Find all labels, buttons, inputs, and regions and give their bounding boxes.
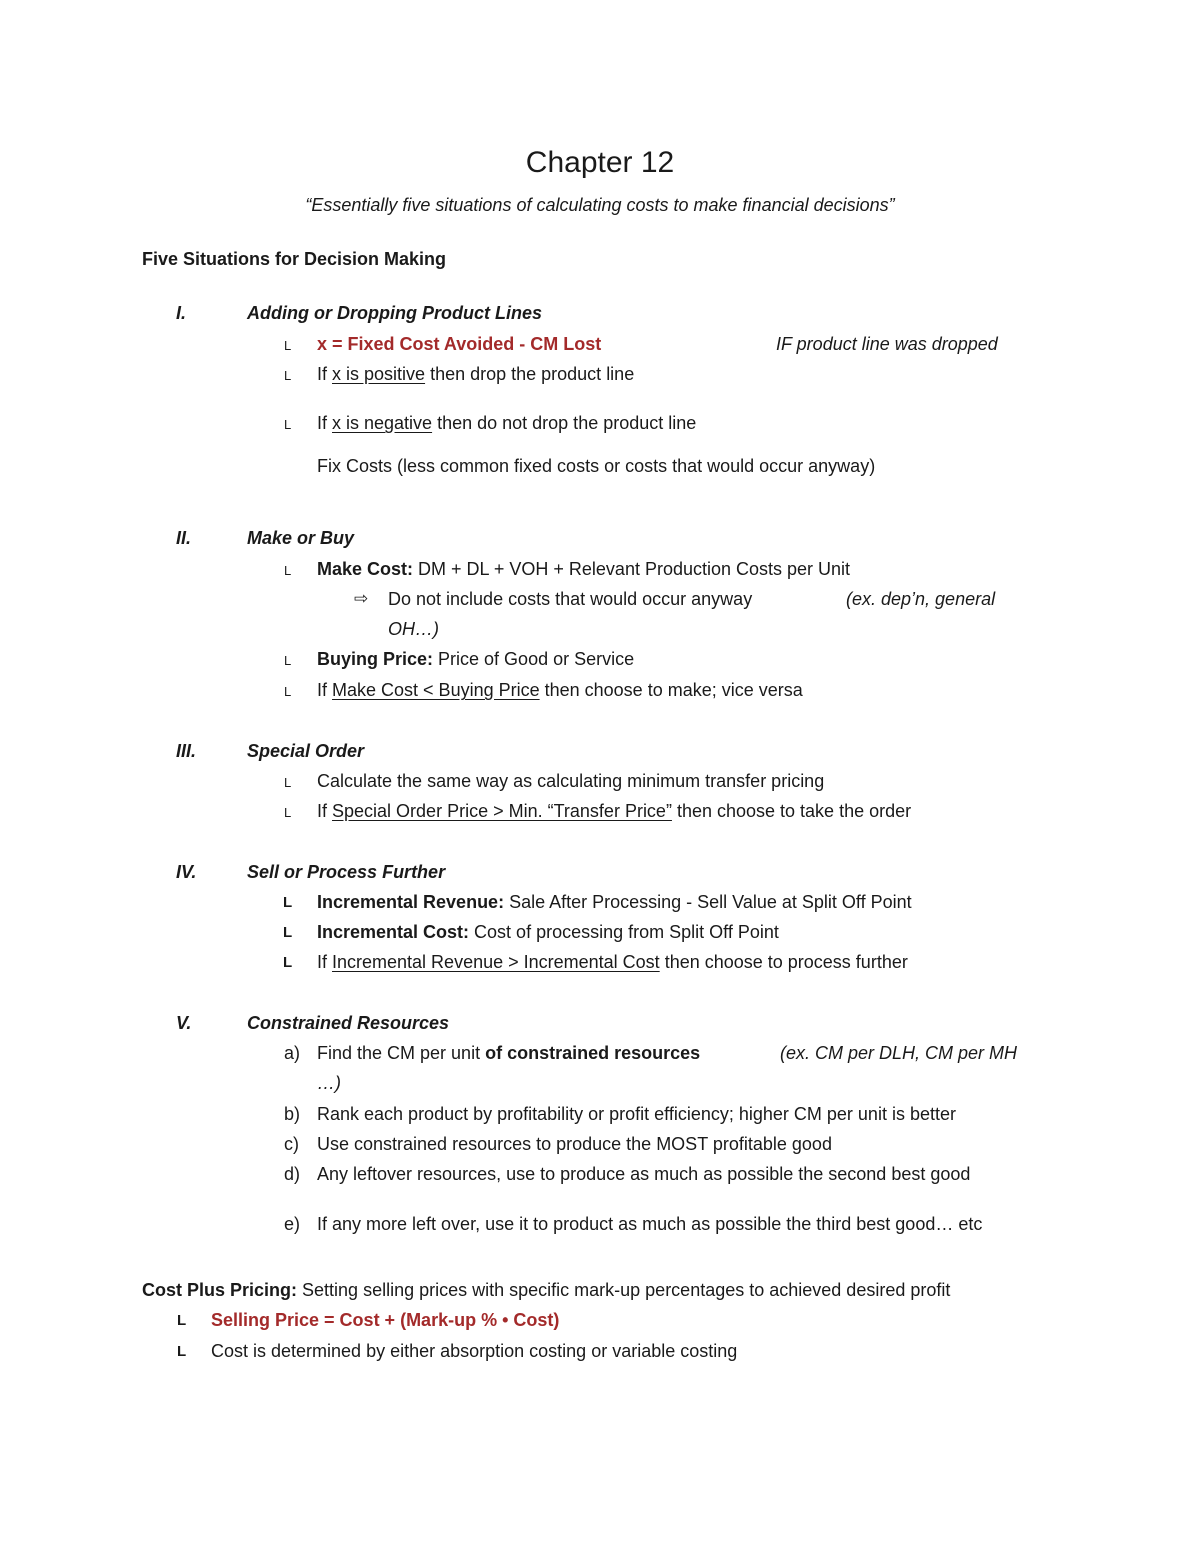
situation-2-heading: Make or Buy xyxy=(247,528,355,548)
situation-2-numeral: II. xyxy=(176,528,192,548)
constrained-step-a: Find the CM per unit of constrained resources xyxy=(317,1043,701,1063)
make-or-buy-rule: If Make Cost < Buying Price then choose to make; vice versa xyxy=(317,680,803,700)
page-subtitle: “Essentially five situations of calculating costs to make financial decisions” xyxy=(305,195,895,215)
bullet-icon: L xyxy=(177,1343,187,1360)
special-order-line: Calculate the same way as calculating minimum transfer pricing xyxy=(317,771,825,791)
process-further-rule: If Incremental Revenue > Incremental Cost then choose to process further xyxy=(317,952,908,972)
situation-1-heading: Adding or Dropping Product Lines xyxy=(247,303,542,323)
list-label-d: d) xyxy=(284,1164,301,1184)
situation-1-formula: x = Fixed Cost Avoided - CM Lost xyxy=(317,334,602,354)
bullet-icon: L xyxy=(284,563,292,578)
situation-3-numeral: III. xyxy=(176,741,197,761)
section-heading: Five Situations for Decision Making xyxy=(142,249,447,269)
arrow-icon: ⇨ xyxy=(354,589,369,608)
situation-1-note: Fix Costs (less common fixed costs or costs that would occur anyway) xyxy=(317,456,876,476)
make-cost-line: Make Cost: DM + DL + VOH + Relevant Production Costs per Unit xyxy=(317,559,851,579)
bullet-icon: L xyxy=(284,805,292,820)
list-label-b: b) xyxy=(284,1104,301,1124)
bullet-icon: L xyxy=(284,368,292,383)
bullet-icon: L xyxy=(284,684,292,699)
constrained-step-a-note-cont: …) xyxy=(317,1073,341,1093)
situation-4-heading: Sell or Process Further xyxy=(247,862,446,882)
constrained-step-e: If any more left over, use it to product as much as possible the third best good… etc xyxy=(317,1214,983,1234)
constrained-step-a-note: (ex. CM per DLH, CM per MH xyxy=(780,1043,1018,1063)
bullet-icon: L xyxy=(284,417,292,432)
make-cost-subpoint: Do not include costs that would occur anyway xyxy=(388,589,753,609)
bullet-icon: L xyxy=(283,924,293,941)
incremental-cost-line: Incremental Cost: Cost of processing from Split Off Point xyxy=(317,922,779,942)
list-label-e: e) xyxy=(284,1214,301,1234)
bullet-icon: L xyxy=(177,1312,187,1329)
list-label-a: a) xyxy=(284,1043,301,1063)
cost-plus-pricing-definition: Cost Plus Pricing: Setting selling prices with specific mark-up percentages to achieved desired profit xyxy=(142,1280,951,1300)
constrained-step-c: Use constrained resources to produce the MOST profitable good xyxy=(317,1134,832,1154)
page-title: Chapter 12 xyxy=(525,146,675,179)
bullet-icon: L xyxy=(284,653,292,668)
buying-price-line: Buying Price: Price of Good or Service xyxy=(317,649,635,669)
situation-1-negative-rule: If x is negative then do not drop the product line xyxy=(317,413,697,433)
selling-price-formula: Selling Price = Cost + (Mark-up % • Cost) xyxy=(211,1310,560,1330)
bullet-icon: L xyxy=(283,954,293,971)
make-cost-subpoint-note-cont: OH…) xyxy=(388,619,439,639)
incremental-revenue-line: Incremental Revenue: Sale After Processing - Sell Value at Split Off Point xyxy=(317,892,912,912)
cost-determination-note: Cost is determined by either absorption costing or variable costing xyxy=(211,1341,738,1361)
list-label-c: c) xyxy=(284,1134,299,1154)
situation-5-numeral: V. xyxy=(176,1013,192,1033)
bullet-icon: L xyxy=(284,338,292,353)
situation-1-positive-rule: If x is positive then drop the product line xyxy=(317,364,635,384)
constrained-step-b: Rank each product by profitability or profit efficiency; higher CM per unit is better xyxy=(317,1104,956,1124)
constrained-step-d: Any leftover resources, use to produce as much as possible the second best good xyxy=(317,1164,971,1184)
situation-3-heading: Special Order xyxy=(247,741,365,761)
situation-4-numeral: IV. xyxy=(176,862,197,882)
bullet-icon: L xyxy=(284,775,292,790)
situation-1-formula-note: IF product line was dropped xyxy=(776,334,998,354)
situation-5-heading: Constrained Resources xyxy=(247,1013,450,1033)
bullet-icon: L xyxy=(283,894,293,911)
special-order-rule: If Special Order Price > Min. “Transfer Price” then choose to take the order xyxy=(317,801,912,821)
situation-1-numeral: I. xyxy=(176,303,187,323)
make-cost-subpoint-note: (ex. dep’n, general xyxy=(846,589,996,609)
